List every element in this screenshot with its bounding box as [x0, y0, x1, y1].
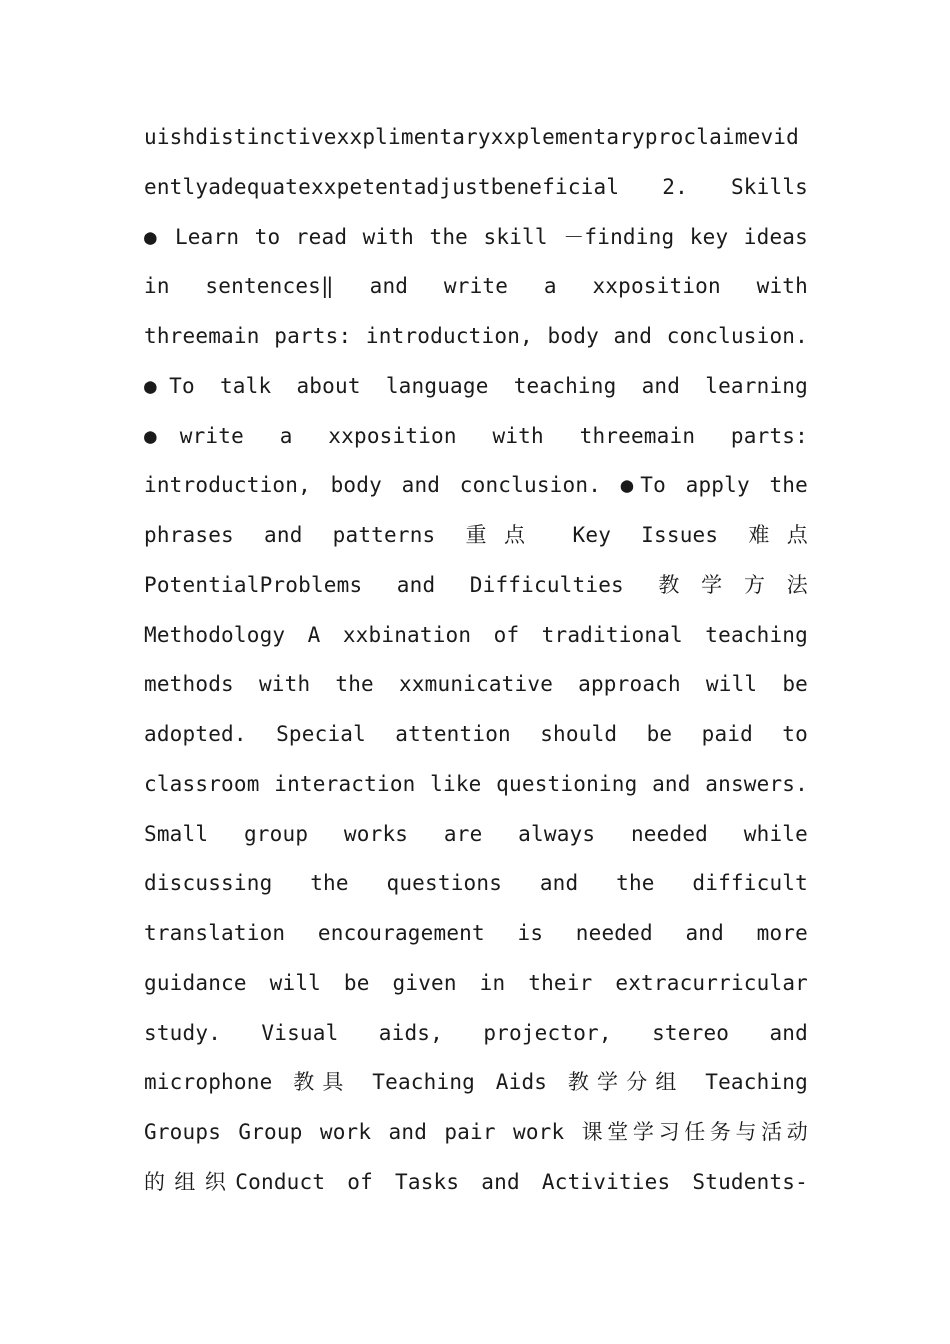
text-line: uishdistinctivexxplimentaryxxplementaryproclaimevid [144, 125, 799, 149]
text-line: in sentences‖ and write a xxposition with [144, 274, 808, 299]
text-line: translation encouragement is needed and more [144, 921, 808, 945]
text-line: phrases and patterns 重点 Key Issues 难点 [144, 523, 808, 547]
text-line: classroom interaction like questioning and answers. [144, 771, 808, 796]
text-line: ● Learn to read with the skill －finding key ideas [144, 224, 808, 249]
text-line: microphone 教具 Teaching Aids 教学分组 Teaching [144, 1070, 808, 1095]
text-line: introduction, body and conclusion. ●To apply the [144, 473, 808, 498]
text-line: ●write a xxposition with threemain parts: [144, 423, 808, 448]
text-line: discussing the questions and the difficult [144, 871, 808, 896]
text-line: study. Visual aids, projector, stereo and [144, 1020, 808, 1045]
text-line: threemain parts: introduction, body and conclusion. [144, 324, 808, 348]
text-line: PotentialProblems and Difficulties 教学方法 [144, 572, 808, 597]
text-line: 的组织Conduct of Tasks and Activities Students- [144, 1169, 808, 1194]
text-line: Methodology A xxbination of traditional teaching [144, 622, 808, 647]
text-line: entlyadequatexxpetentadjustbeneficial 2. Skills [144, 174, 808, 199]
body-text [144, 114, 808, 1209]
text-line: adopted. Special attention should be paid to [144, 722, 808, 746]
text-line: Groups Group work and pair work 课堂学习任务与活动 [144, 1120, 808, 1144]
text-line: ●To talk about language teaching and learning [144, 373, 808, 398]
text-line: methods with the xxmunicative approach will be [144, 672, 808, 697]
text-line: Small group works are always needed while [144, 821, 808, 846]
text-line: guidance will be given in their extracurricular [144, 970, 808, 995]
